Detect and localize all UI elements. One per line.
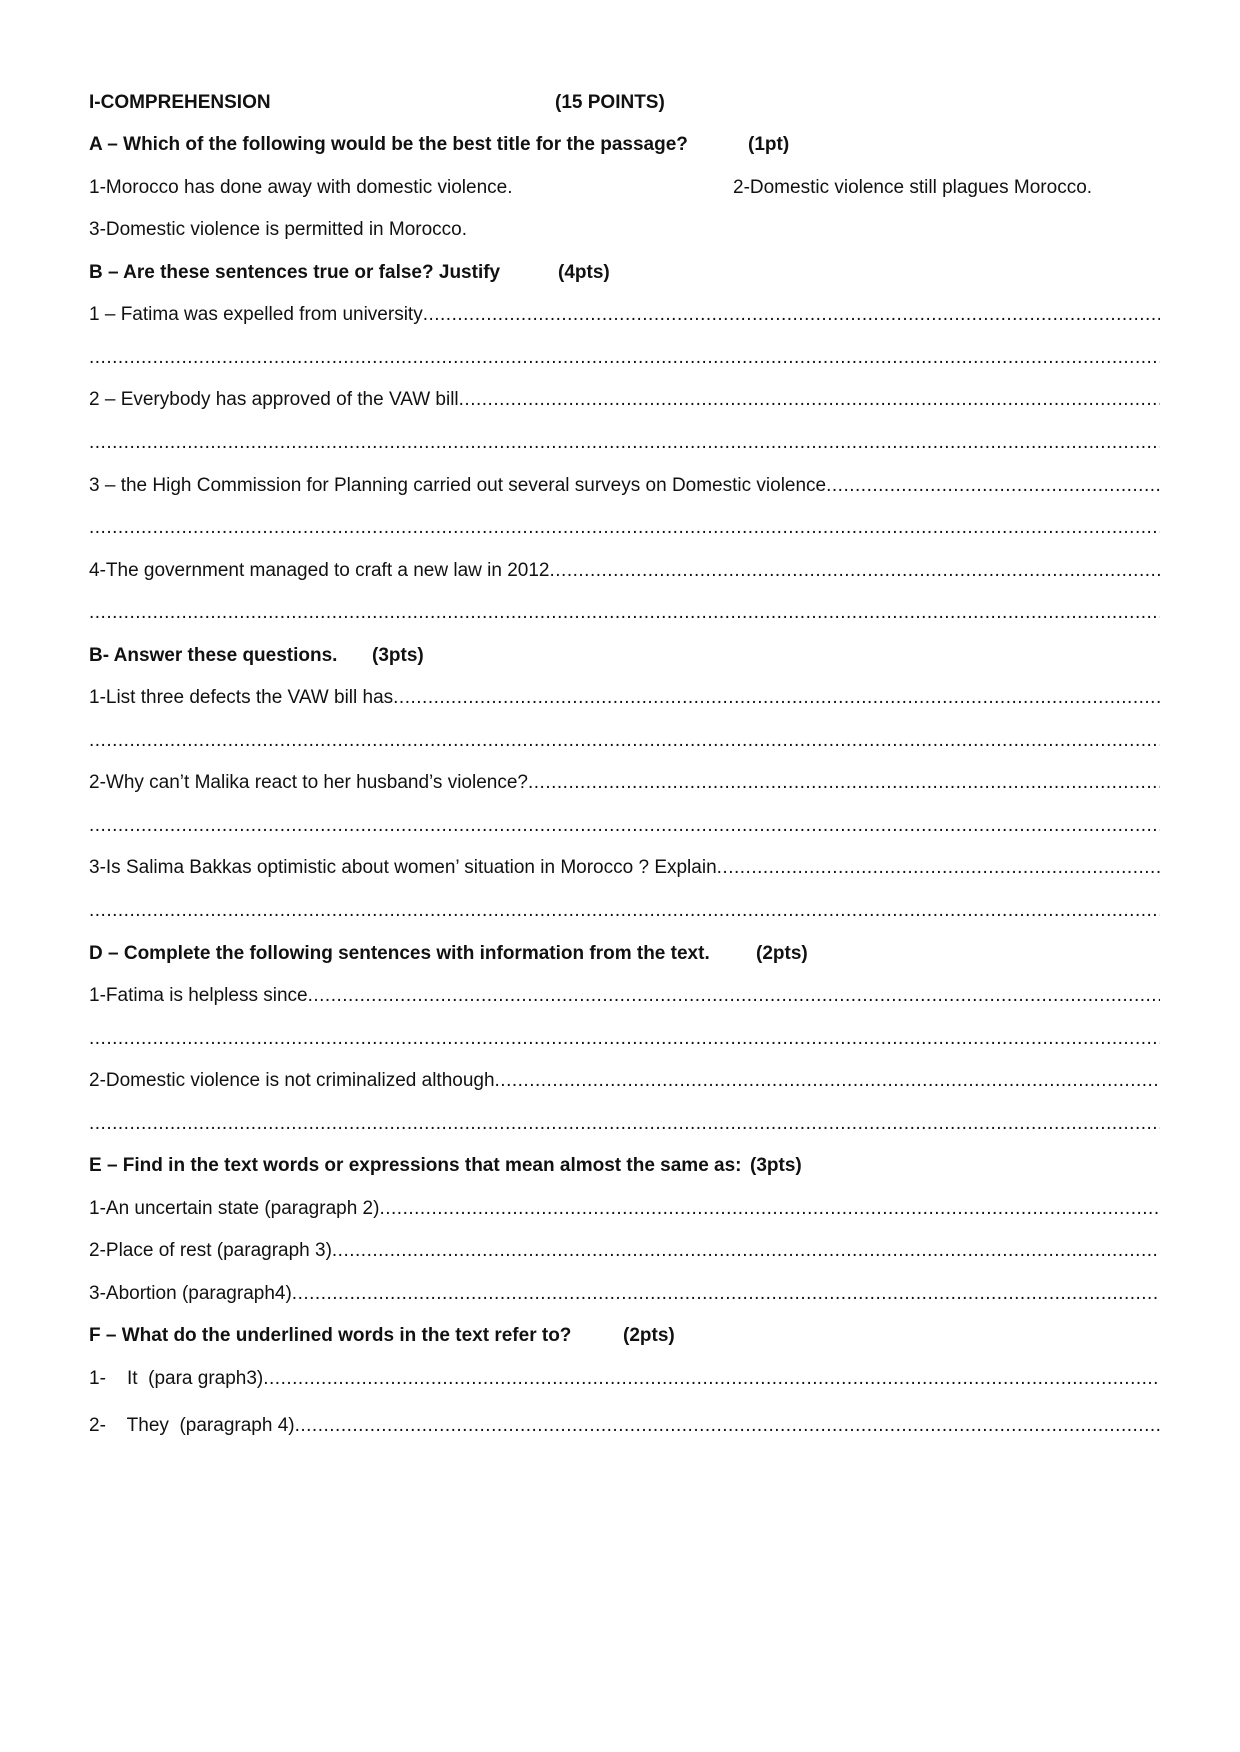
- answer-line[interactable]: [89, 814, 1160, 838]
- vocab-item-1[interactable]: [89, 1197, 1160, 1221]
- section-points: (15 POINTS): [555, 92, 665, 113]
- complete-item-2-text: 2-Domestic violence is not criminalized although: [89, 1070, 495, 1091]
- answer-dots: [393, 686, 1160, 710]
- answer-dots: [295, 1414, 1160, 1438]
- vocab-item-2-text: 2-Place of rest (paragraph 3): [89, 1240, 332, 1261]
- question-b-points: (4pts): [558, 262, 610, 283]
- title-option-3-row: [89, 218, 1160, 242]
- tf-item-2[interactable]: [89, 388, 1160, 412]
- question-f: [89, 1324, 1160, 1348]
- section-title: I-COMPREHENSION: [89, 92, 271, 113]
- answer-dots: [332, 1239, 1160, 1263]
- open-question-1[interactable]: [89, 686, 1160, 710]
- question-a-text: A – Which of the following would be the best title for the passage?: [89, 134, 688, 155]
- tf-item-3[interactable]: [89, 474, 1160, 498]
- reference-item-1[interactable]: [89, 1367, 1160, 1391]
- title-option-3: 3-Domestic violence is permitted in Morocco.: [89, 219, 468, 240]
- question-b2-text: B- Answer these questions.: [89, 645, 338, 666]
- answer-dots: [550, 559, 1161, 583]
- complete-item-1-text: 1-Fatima is helpless since: [89, 985, 308, 1006]
- answer-dots: [89, 899, 1160, 923]
- question-e-points: (3pts): [750, 1155, 802, 1176]
- answer-dots: [495, 1069, 1160, 1093]
- answer-line[interactable]: [89, 899, 1160, 923]
- answer-dots: [89, 516, 1160, 540]
- answer-line[interactable]: [89, 431, 1160, 455]
- question-f-points: (2pts): [623, 1325, 675, 1346]
- question-b-text: B – Are these sentences true or false? Justify: [89, 262, 501, 283]
- question-e: [89, 1154, 1160, 1178]
- tf-item-4-text: 4-The government managed to craft a new law in 2012: [89, 560, 550, 581]
- answer-dots: [89, 431, 1160, 455]
- complete-item-2[interactable]: [89, 1069, 1160, 1093]
- answer-line[interactable]: [89, 729, 1160, 753]
- answer-line[interactable]: [89, 346, 1160, 370]
- tf-item-3-text: 3 – the High Commission for Planning carried out several surveys on Domestic violence: [89, 475, 827, 496]
- answer-dots: [89, 1027, 1160, 1051]
- answer-line[interactable]: [89, 1027, 1160, 1051]
- open-question-2[interactable]: [89, 771, 1160, 795]
- answer-dots: [292, 1282, 1160, 1306]
- answer-dots: [423, 303, 1160, 327]
- answer-dots: [459, 388, 1160, 412]
- open-question-3[interactable]: [89, 856, 1160, 880]
- vocab-item-2[interactable]: [89, 1239, 1160, 1263]
- question-d-text: D – Complete the following sentences with information from the text.: [89, 943, 710, 964]
- answer-dots: [89, 601, 1160, 625]
- open-question-3-text: 3-Is Salima Bakkas optimistic about women’ situation in Morocco ? Explain: [89, 857, 717, 878]
- answer-dots: [89, 346, 1160, 370]
- tf-item-2-text: 2 – Everybody has approved of the VAW bill: [89, 389, 459, 410]
- tf-item-4[interactable]: [89, 559, 1160, 583]
- title-option-1: 1-Morocco has done away with domestic violence.: [89, 177, 513, 198]
- answer-line[interactable]: [89, 601, 1160, 625]
- question-b-answer: [89, 644, 1160, 668]
- tf-item-1-text: 1 – Fatima was expelled from university: [89, 304, 423, 325]
- answer-dots: [308, 984, 1160, 1008]
- title-option-2: 2-Domestic violence still plagues Morocco.: [733, 177, 1093, 198]
- question-b-true-false: [89, 261, 1160, 285]
- question-e-text: E – Find in the text words or expressions that mean almost the same as:: [89, 1155, 742, 1176]
- title-options-row: [89, 176, 1160, 200]
- answer-dots: [528, 771, 1160, 795]
- complete-item-1[interactable]: [89, 984, 1160, 1008]
- question-d-points: (2pts): [756, 943, 808, 964]
- question-d: [89, 942, 1160, 966]
- tf-item-1[interactable]: [89, 303, 1160, 327]
- question-a-points: (1pt): [748, 134, 790, 155]
- answer-dots: [89, 814, 1160, 838]
- reference-item-2-text: 2- They (paragraph 4): [89, 1415, 295, 1436]
- reference-item-2[interactable]: [89, 1414, 1160, 1438]
- question-a: [89, 133, 1160, 157]
- vocab-item-3[interactable]: [89, 1282, 1160, 1306]
- answer-dots: [263, 1367, 1160, 1391]
- reference-item-1-text: 1- It (para graph3): [89, 1368, 264, 1389]
- vocab-item-1-text: 1-An uncertain state (paragraph 2): [89, 1198, 380, 1219]
- vocab-item-3-text: 3-Abortion (paragraph4): [89, 1283, 292, 1304]
- answer-dots: [717, 856, 1160, 880]
- section-heading: [89, 91, 1160, 115]
- answer-line[interactable]: [89, 516, 1160, 540]
- answer-dots: [379, 1197, 1160, 1221]
- open-question-2-text: 2-Why can’t Malika react to her husband’s violence?: [89, 772, 528, 793]
- answer-line[interactable]: [89, 1112, 1160, 1136]
- answer-dots: [89, 1112, 1160, 1136]
- answer-dots: [826, 474, 1160, 498]
- answer-dots: [89, 729, 1160, 753]
- question-b2-points: (3pts): [372, 645, 424, 666]
- question-f-text: F – What do the underlined words in the text refer to?: [89, 1325, 572, 1346]
- open-question-1-text: 1-List three defects the VAW bill has: [89, 687, 394, 708]
